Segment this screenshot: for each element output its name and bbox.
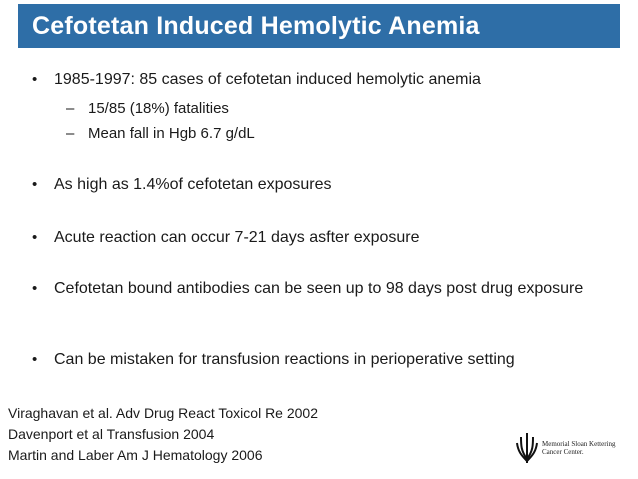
reference-item: Viraghavan et al. Adv Drug React Toxicol Re 2002: [8, 405, 319, 421]
bullet-text: 1985-1997: 85 cases of cefotetan induced hemolytic anemia: [54, 71, 481, 88]
bullet-marker: •: [32, 280, 38, 297]
sub-bullet-marker: –: [66, 100, 75, 117]
sub-bullet-text: Mean fall in Hgb 6.7 g/dL: [88, 125, 255, 142]
reference-item: Martin and Laber Am J Hematology 2006: [8, 447, 263, 463]
bullet-marker: •: [32, 176, 38, 193]
bullet-text: Cefotetan bound antibodies can be seen up to 98 days post drug exposure: [54, 280, 584, 297]
bullet-marker: •: [32, 71, 38, 88]
msk-logo-icon: [516, 431, 538, 465]
bullet-item: [32, 349, 592, 371]
msk-logo: [516, 431, 615, 465]
bullet-marker: •: [32, 229, 38, 246]
bullet-text: Acute reaction can occur 7-21 days asfter exposure: [54, 229, 420, 246]
bullet-item: [32, 227, 592, 249]
sub-bullet-text: 15/85 (18%) fatalities: [88, 100, 229, 117]
bullet-marker: •: [32, 351, 38, 368]
bullet-text: Can be mistaken for transfusion reactions in perioperative setting: [54, 351, 515, 368]
sub-bullet-item: [66, 124, 255, 144]
logo-line-2: Cancer Center.: [542, 448, 584, 456]
bullet-item: [32, 69, 592, 91]
references: [8, 403, 318, 466]
title-bar: [18, 4, 620, 48]
bullet-text: As high as 1.4%of cefotetan exposures: [54, 176, 332, 193]
reference-item: Davenport et al Transfusion 2004: [8, 426, 215, 442]
logo-line-1: Memorial Sloan Kettering: [542, 440, 616, 448]
sub-bullet-marker: –: [66, 125, 75, 142]
sub-bullet-item: [66, 99, 229, 119]
bullet-item: [32, 174, 592, 196]
slide-title: Cefotetan Induced Hemolytic Anemia: [32, 11, 480, 40]
logo-wordmark: [542, 440, 615, 456]
bullet-item: [32, 278, 592, 300]
